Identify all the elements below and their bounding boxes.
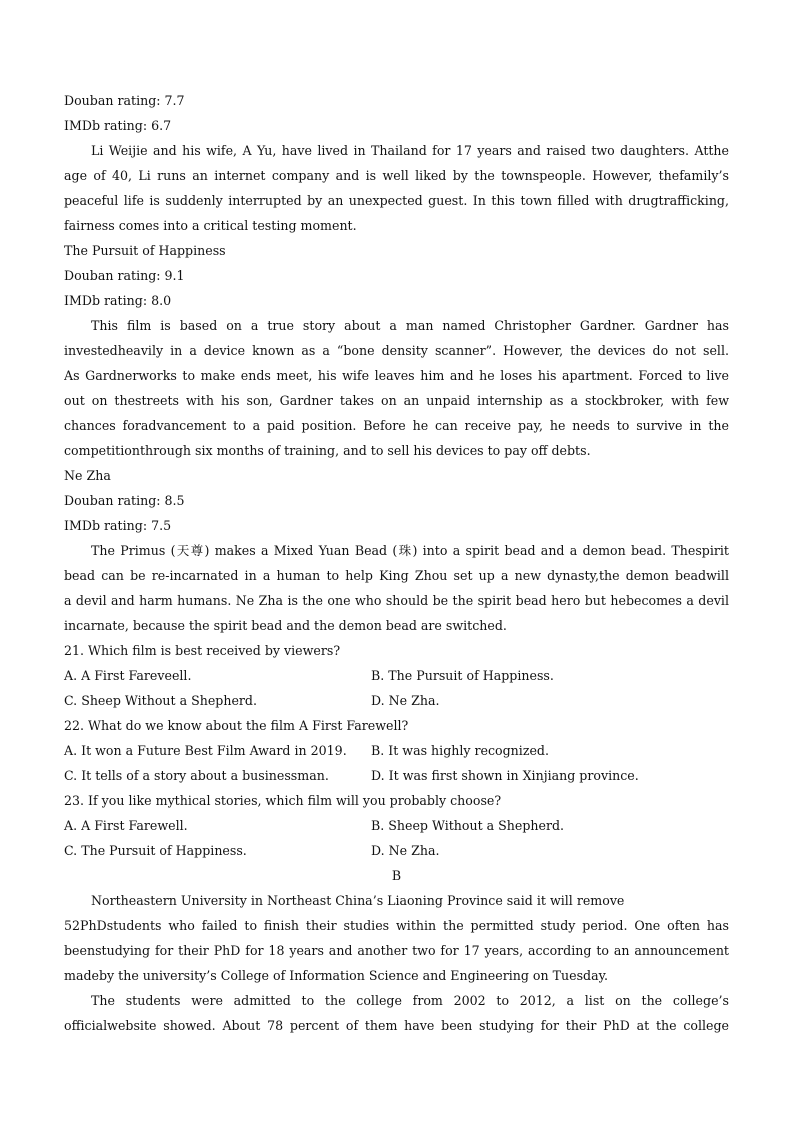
options-row [64,663,729,688]
paragraph-line: investedheavily in a device known as a “bone density scanner”. However, the devices do not sell. [64,343,729,358]
paragraph-line: beenstudying for their PhD for 18 years and another two for 17 years, according to an announcement [64,943,729,958]
section-heading: B [391,868,402,883]
question-stem: 23. If you like mythical stories, which film will you probably choose? [64,793,502,808]
paragraph-line: incarnate, because the spirit bead and the demon bead are switched. [64,618,507,633]
douban-rating: Douban rating: 9.1 [64,268,185,283]
paragraph-line: fairness comes into a critical testing moment. [64,218,357,233]
option-a: A. A First Fareveell. [64,668,192,683]
imdb-rating: IMDb rating: 8.0 [64,293,172,308]
option-b: B. It was highly recognized. [371,743,549,758]
paragraph-line: officialwebsite showed. About 78 percent of them have been studying for their PhD at the college [64,1018,729,1033]
option-c: C. It tells of a story about a businessman. [64,768,329,783]
douban-rating: Douban rating: 7.7 [64,93,185,108]
paragraph-line: Northeastern University in Northeast China’s Liaoning Province said it will remove [91,893,625,908]
options-row [64,813,729,838]
paragraph-line: chances foradvancement to a paid position. Before he can receive pay, he needs to survive in the [64,418,729,433]
paragraph-line: bead can be re-incarnated in a human to help King Zhou set up a new dynasty,the demon beadwill [64,568,729,583]
paragraph-line: As Gardnerworks to make ends meet, his wife leaves him and he loses his apartment. Forced to live [64,368,729,383]
options-row [64,838,729,863]
option-a: A. It won a Future Best Film Award in 2019. [64,743,347,758]
paragraph-line: madeby the university’s College of Information Science and Engineering on Tuesday. [64,968,609,983]
option-d: D. Ne Zha. [371,843,440,858]
film-title: Ne Zha [64,468,111,483]
paragraph-line: The students were admitted to the college from 2002 to 2012, a list on the college’s [91,993,729,1008]
options-row [64,738,729,763]
paragraph-line: This film is based on a true story about a man named Christopher Gardner. Gardner has [91,318,729,333]
paragraph-line: a devil and harm humans. Ne Zha is the one who should be the spirit bead hero but hebecomes a devil [64,593,729,608]
paragraph-line: Li Weijie and his wife, A Yu, have lived in Thailand for 17 years and raised two daughters. Atthe [91,143,729,158]
option-c: C. Sheep Without a Shepherd. [64,693,257,708]
option-c: C. The Pursuit of Happiness. [64,843,247,858]
paragraph-line: age of 40, Li runs an internet company and is well liked by the townspeople. However, thefamily’s [64,168,729,183]
imdb-rating: IMDb rating: 7.5 [64,518,172,533]
document-page [64,88,729,1038]
option-d: D. Ne Zha. [371,693,440,708]
paragraph-line: peaceful life is suddenly interrupted by an unexpected guest. In this town filled with drugtrafficking, [64,193,729,208]
imdb-rating: IMDb rating: 6.7 [64,118,172,133]
paragraph-line: competitionthrough six months of training, and to sell his devices to pay off debts. [64,443,591,458]
question-stem: 22. What do we know about the film A First Farewell? [64,718,409,733]
question-stem: 21. Which film is best received by viewers? [64,643,341,658]
options-row [64,688,729,713]
option-b: B. Sheep Without a Shepherd. [371,818,565,833]
paragraph-line: out on thestreets with his son, Gardner takes on an unpaid internship as a stockbroker, with few [64,393,729,408]
option-a: A. A First Farewell. [64,818,188,833]
option-d: D. It was first shown in Xinjiang province. [371,768,639,783]
paragraph-line: 52PhDstudents who failed to finish their studies within the permitted study period. One often has [64,918,729,933]
paragraph-line: The Primus (天尊) makes a Mixed Yuan Bead (珠) into a spirit bead and a demon bead. Thespirit [91,543,729,558]
option-b: B. The Pursuit of Happiness. [371,668,554,683]
options-row [64,763,729,788]
film-title: The Pursuit of Happiness [64,243,226,258]
douban-rating: Douban rating: 8.5 [64,493,185,508]
